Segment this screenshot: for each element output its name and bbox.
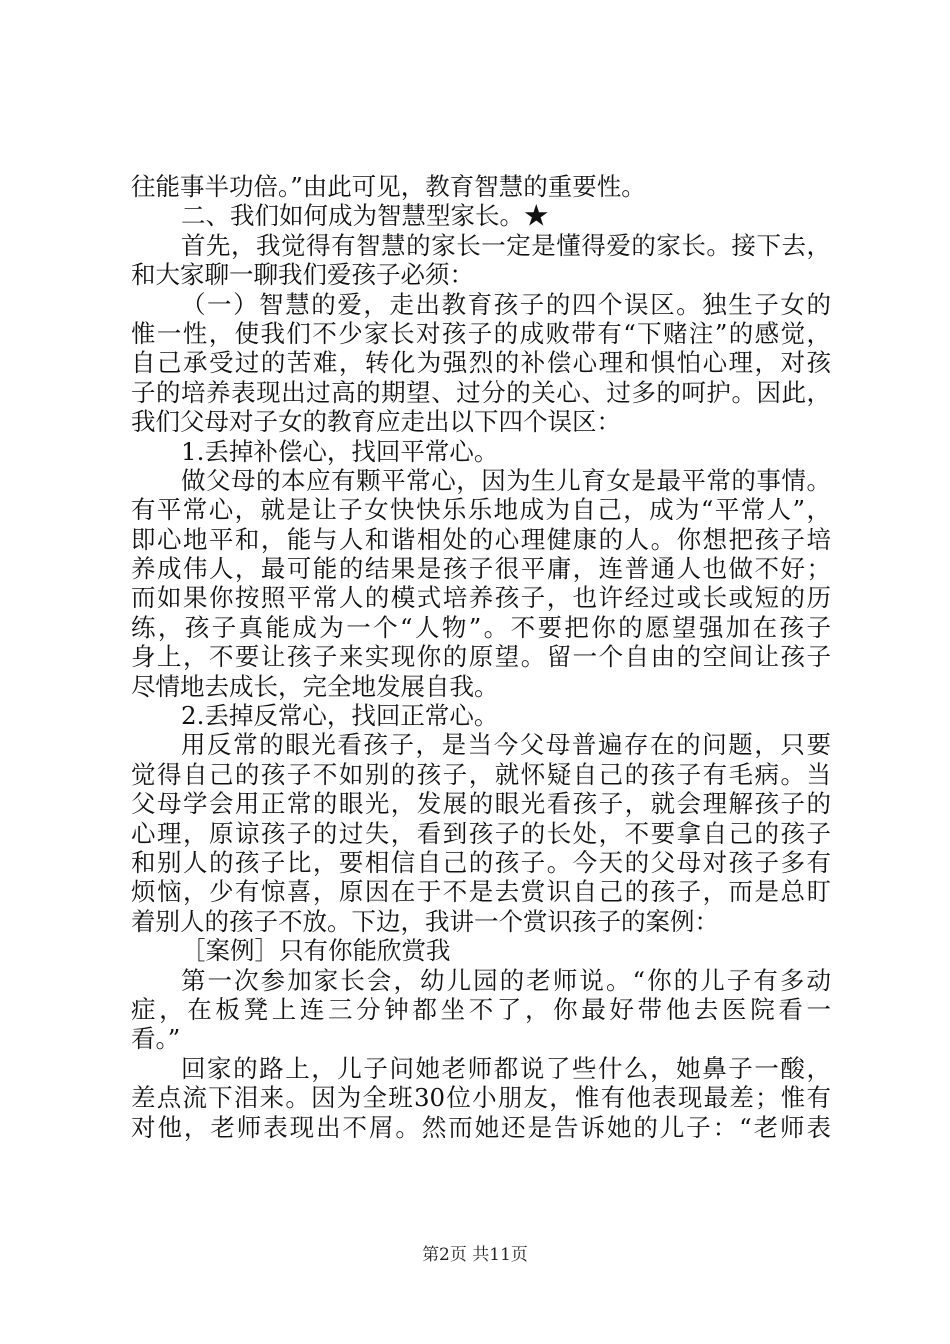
text-line: 养成伟人，最可能的结果是孩子很平庸，连普通人也做不好； xyxy=(131,554,831,584)
text-line: 往能事半功倍。”由此可见，教育智慧的重要性。 xyxy=(131,172,646,201)
text-line: 1.丢掉补偿心，找回平常心。 xyxy=(181,436,499,466)
text-line: 回家的路上，儿子问她老师都说了些什么，她鼻子一酸， xyxy=(181,1053,831,1083)
text-line: 自己承受过的苦难，转化为强烈的补偿心理和惧怕心理，对孩 xyxy=(131,348,831,378)
text-line: 和大家聊一聊我们爱孩子必须： xyxy=(131,260,474,290)
text-line: 子的培养表现出过高的期望、过分的关心、过多的呵护。因此， xyxy=(131,377,831,407)
text-line: 尽情地去成长，完全地发展自我。 xyxy=(131,671,499,701)
text-line: 和别人的孩子比，要相信自己的孩子。今天的父母对孩子多有 xyxy=(131,847,831,877)
text-line: 第一次参加家长会，幼儿园的老师说。“你的儿子有多动 xyxy=(181,965,831,995)
page-footer: 第2页 共11页 xyxy=(422,1245,528,1265)
text-line: 而如果你按照平常人的模式培养孩子，也许经过或长或短的历 xyxy=(131,583,831,613)
text-line: 看。” xyxy=(131,1024,181,1054)
text-line: 2.丢掉反常心，找回正常心。 xyxy=(181,701,499,731)
text-line: 练，孩子真能成为一个“人物”。不要把你的愿望强加在孩子 xyxy=(131,612,831,642)
text-line: 做父母的本应有颗平常心，因为生儿育女是最平常的事情。 xyxy=(181,465,831,495)
text-line: 首先，我觉得有智慧的家长一定是懂得爱的家长。接下去， xyxy=(181,230,831,260)
text-line: 父母学会用正常的眼光，发展的眼光看孩子，就会理解孩子的 xyxy=(131,789,831,819)
text-line: ［案例］只有你能欣赏我 xyxy=(181,936,451,966)
text-line: 着别人的孩子不放。下边，我讲一个赏识孩子的案例： xyxy=(131,906,719,936)
text-line: 有平常心，就是让子女快快乐乐地成为自己，成为“平常人”， xyxy=(131,495,831,525)
text-line: 差点流下泪来。因为全班30位小朋友，惟有他表现最差；惟有 xyxy=(131,1083,831,1113)
text-line: 即心地平和，能与人和谐相处的心理健康的人。你想把孩子培 xyxy=(131,524,831,554)
text-line: 心理，原谅孩子的过失，看到孩子的长处，不要拿自己的孩子 xyxy=(131,818,831,848)
text-line: 症，在板凳上连三分钟都坐不了，你最好带他去医院看一 xyxy=(131,994,831,1024)
text-line: 用反常的眼光看孩子，是当今父母普遍存在的问题，只要 xyxy=(181,730,831,760)
text-line: 对他，老师表现出不屑。然而她还是告诉她的儿子：“老师表 xyxy=(131,1112,831,1142)
text-line: 惟一性，使我们不少家长对孩子的成败带有“下赌注”的感觉， xyxy=(131,318,831,348)
text-line: 二、我们如何成为智慧型家长。★ xyxy=(181,201,549,231)
text-line: 觉得自己的孩子不如别的孩子，就怀疑自己的孩子有毛病。当 xyxy=(131,759,831,789)
text-line: 身上，不要让孩子来实现你的原望。留一个自由的空间让孩子 xyxy=(131,642,831,672)
text-line: （一）智慧的爱，走出教育孩子的四个误区。独生子女的 xyxy=(181,289,831,319)
text-line: 我们父母对子女的教育应走出以下四个误区： xyxy=(131,407,621,437)
document-body xyxy=(131,172,831,1142)
text-line: 烦恼，少有惊喜，原因在于不是去赏识自己的孩子，而是总盯 xyxy=(131,877,831,907)
